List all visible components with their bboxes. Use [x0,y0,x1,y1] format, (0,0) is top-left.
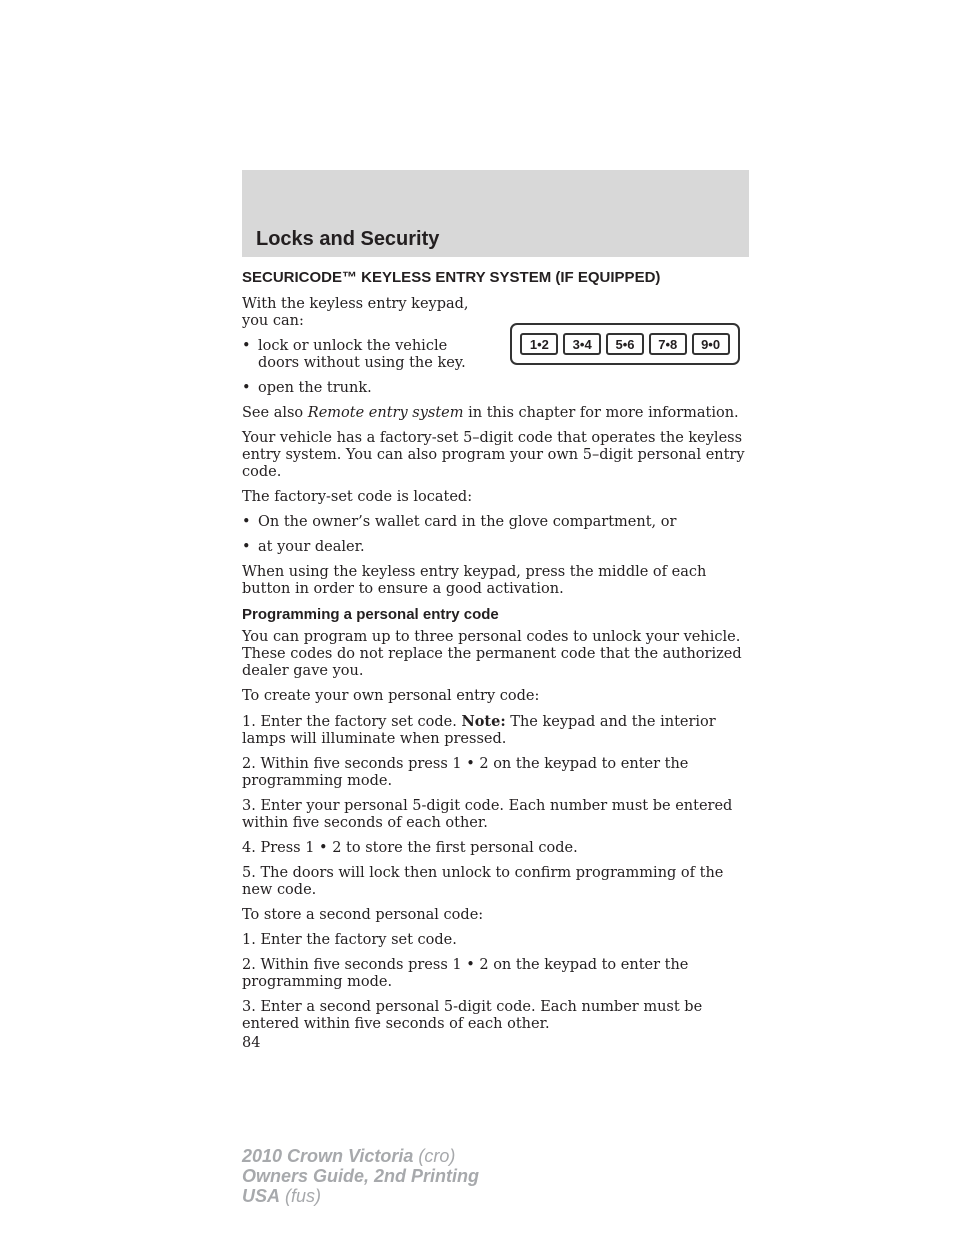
bullet-icon: • [242,539,251,555]
factory-code-paragraph: Your vehicle has a factory-set 5–digit code that operates the keyless entry system. You can also program your own 5–digit personal entry code. [242,430,745,480]
factory-code-location-intro: The factory-set code is located: [242,489,473,505]
footer-guide-line: Owners Guide, 2nd Printing [242,1166,480,1186]
intro-text-block [242,296,492,380]
section-heading: SECURICODE™ KEYLESS ENTRY SYSTEM (IF EQUIPPED) [242,269,661,286]
page-content [242,269,752,1052]
step-2: 2. Within five seconds press 1 • 2 on the keypad to enter the programming mode. [242,756,689,789]
keypad-key-7-8: 7•8 [649,333,687,355]
list-item: • lock or unlock the vehicle doors without using the key. [242,338,466,371]
programming-heading: Programming a personal entry code [242,606,499,623]
footer [242,1146,479,1206]
second-step-2: 2. Within five seconds press 1 • 2 on the keypad to enter the programming mode. [242,957,689,990]
footer-model-line: 2010 Crown Victoria (cro) [242,1146,456,1166]
cross-reference: Remote entry system [307,405,464,421]
list-item: • On the owner’s wallet card in the glove compartment, or [242,514,677,530]
bullet-icon: • [242,380,251,396]
second-step-1: 1. Enter the factory set code. [242,932,457,948]
keypad-key-9-0: 9•0 [692,333,730,355]
bullet-icon: • [242,338,251,354]
keypad-illustration [510,323,740,365]
create-code-intro: To create your own personal entry code: [242,688,540,704]
step-1: 1. Enter the factory set code. Note: The keypad and the interior lamps will illuminate when pressed. [242,713,716,747]
step-3: 3. Enter your personal 5-digit code. Each number must be entered within five seconds of each other. [242,798,733,831]
intro-row [242,296,752,380]
bullet-icon: • [242,514,251,530]
programming-intro: You can program up to three personal codes to unlock your vehicle. These codes do not replace the permanent code that the authorized dealer gave you. [242,629,742,679]
second-code-intro: To store a second personal code: [242,907,484,923]
note-label: Note: [461,713,506,730]
keypad-key-3-4: 3•4 [563,333,601,355]
intro-paragraph: With the keyless entry keypad, you can: [242,296,469,329]
usage-tip-paragraph: When using the keyless entry keypad, press the middle of each button in order to ensure a good activation. [242,564,707,597]
list-item: • at your dealer. [242,539,365,555]
step-4: 4. Press 1 • 2 to store the first personal code. [242,840,578,856]
see-also-paragraph: See also Remote entry system in this chapter for more information. [242,405,739,421]
footer-market-line: USA (fus) [242,1186,322,1206]
page-number: 84 [242,1035,261,1051]
keypad-key-1-2: 1•2 [520,333,558,355]
list-item: • open the trunk. [242,380,372,396]
second-step-3: 3. Enter a second personal 5-digit code. Each number must be entered within five seconds of each other. [242,999,703,1032]
chapter-title: Locks and Security [256,228,440,250]
step-5: 5. The doors will lock then unlock to confirm programming of the new code. [242,865,724,898]
keypad-key-5-6: 5•6 [606,333,644,355]
